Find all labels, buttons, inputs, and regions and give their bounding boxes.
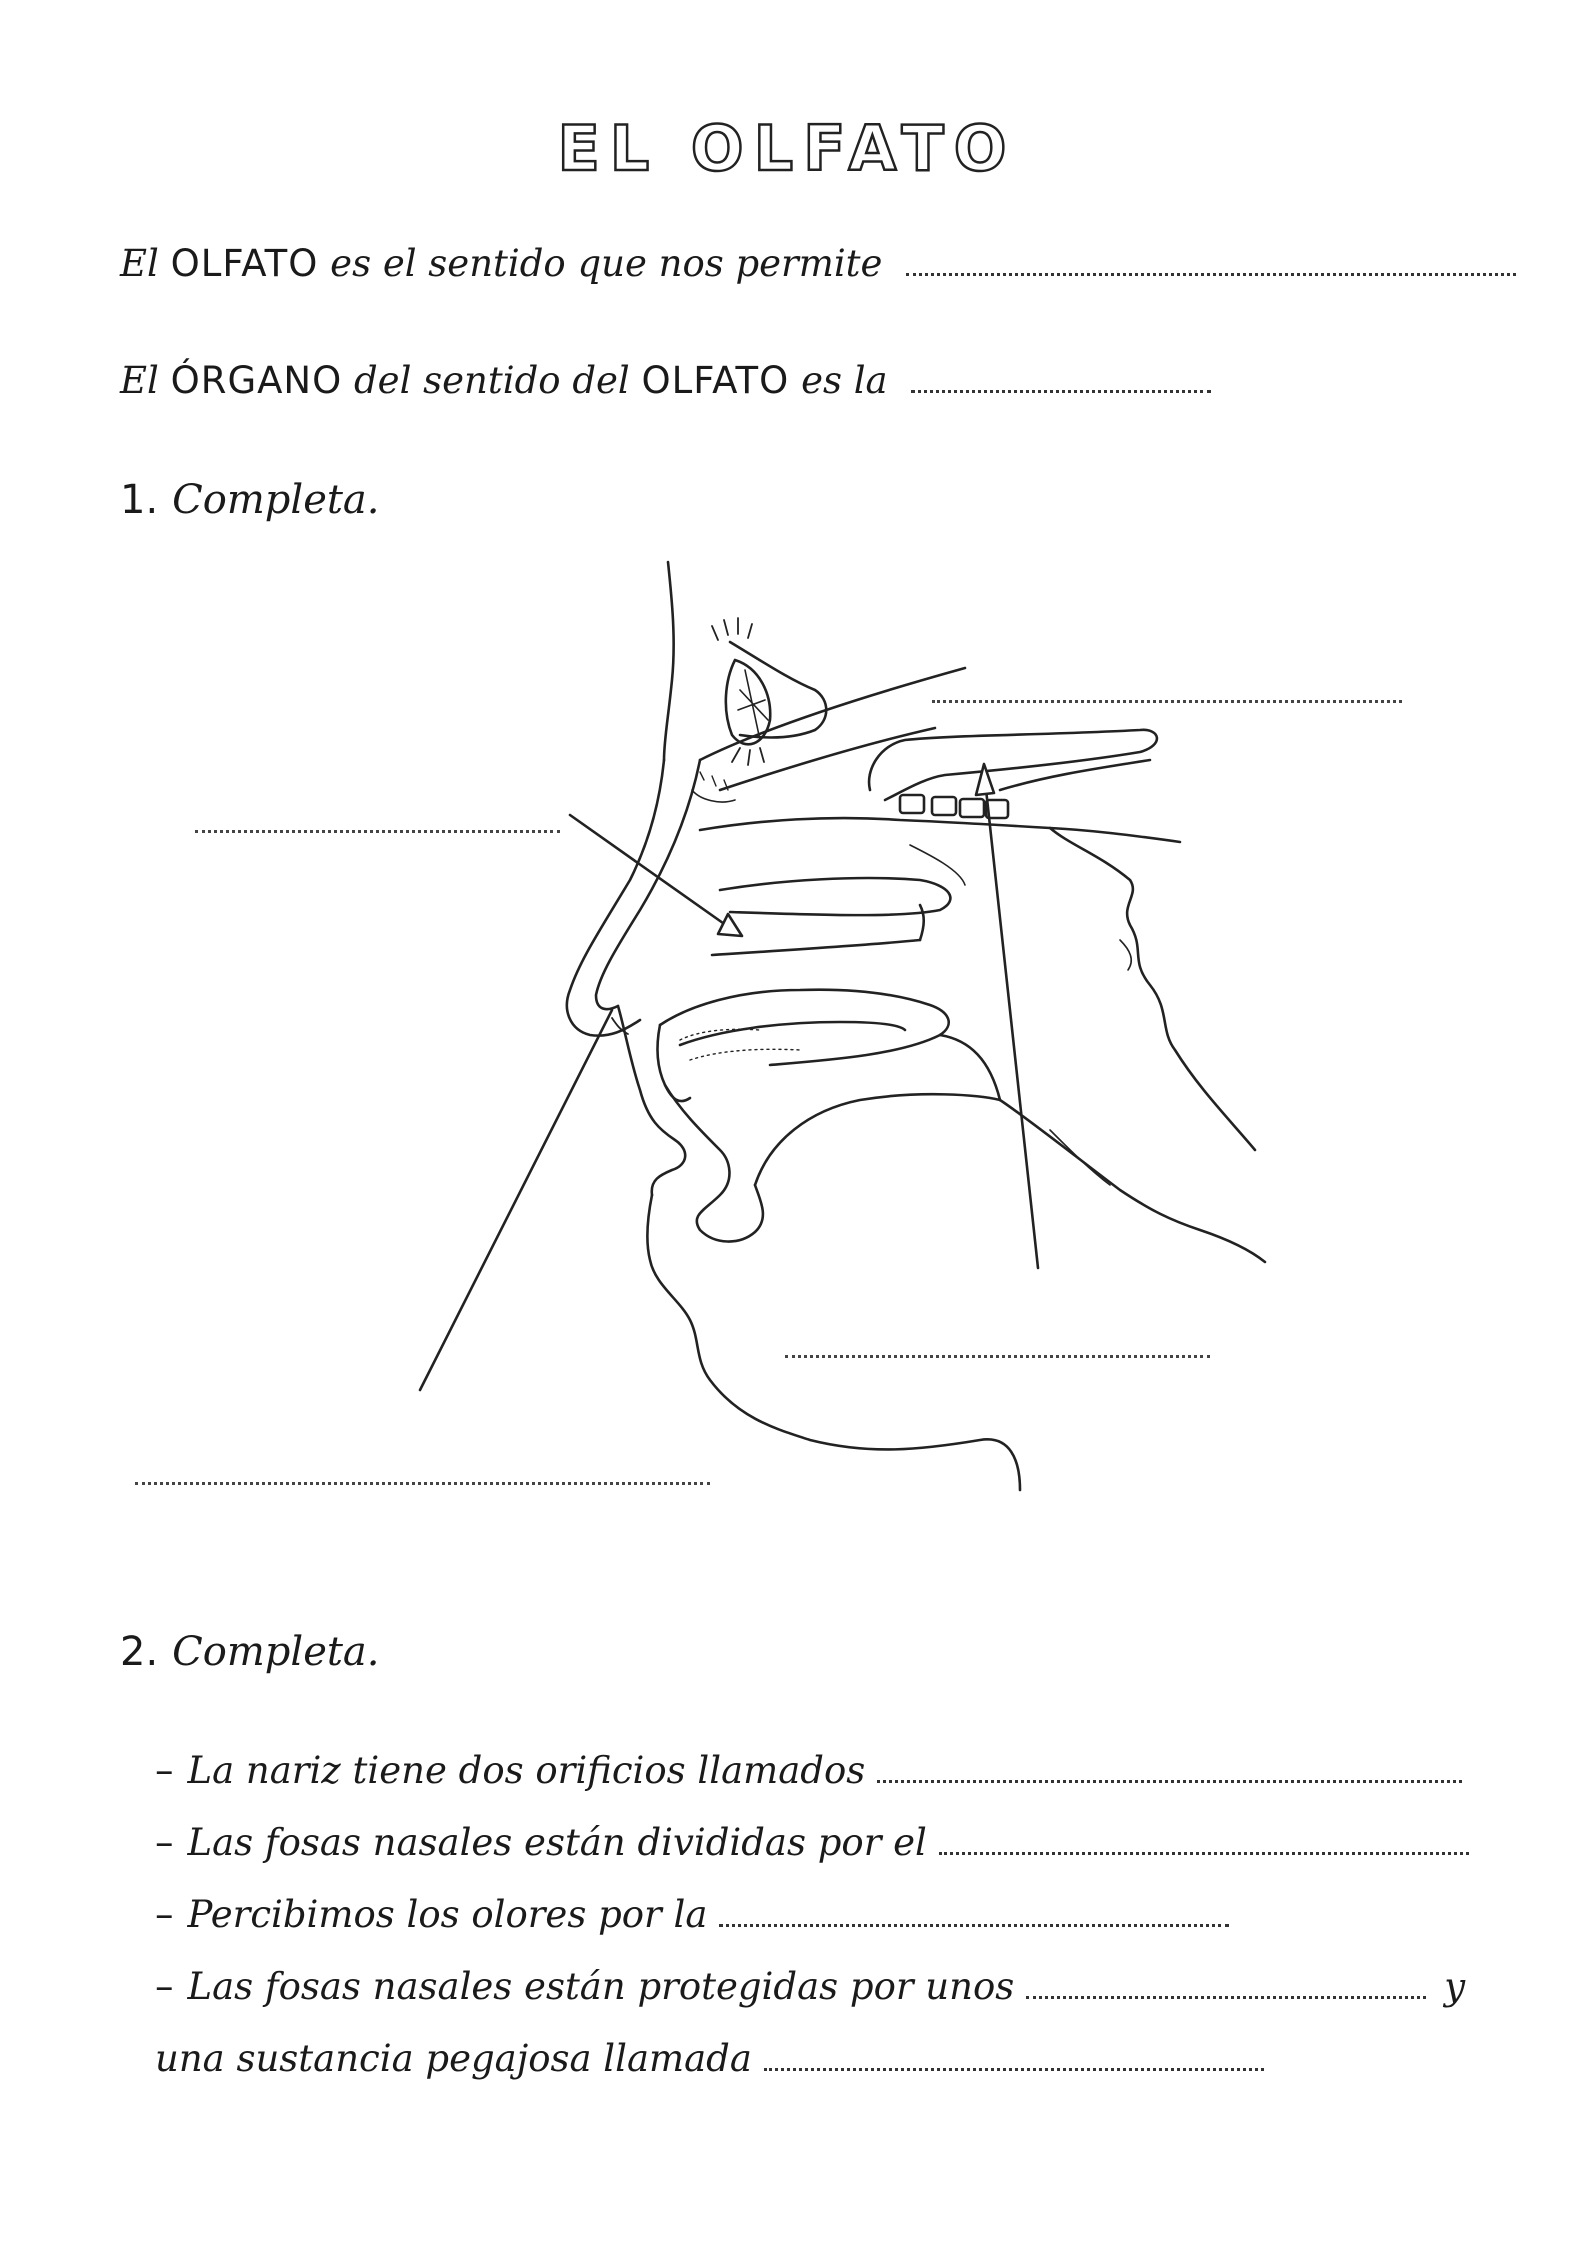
intro-line-2-keyword2: OLFATO	[641, 359, 790, 402]
exercise-1-heading	[120, 477, 380, 523]
exercise-1-number: 1.	[120, 477, 159, 523]
item-4-bullet: –	[155, 1965, 174, 2008]
item-3-bullet: –	[155, 1893, 174, 1936]
intro-line-1	[120, 242, 1516, 285]
chin-outline	[647, 1195, 1020, 1490]
answer-blank-senses[interactable]	[906, 271, 1516, 276]
intro-line-1-text: es el sentido que nos permite	[330, 242, 883, 285]
olfactory-bulb	[869, 730, 1157, 800]
upper-lip	[618, 1006, 685, 1195]
page-title: EL OLFATO	[557, 112, 1017, 185]
item-4-text: Las fosas nasales están protegidas por unos	[187, 1965, 1015, 2008]
intro-line-2	[120, 359, 1211, 402]
turbinate-upper	[720, 878, 950, 915]
diagram-blank-olfactory[interactable]	[932, 700, 1402, 703]
eye-iris	[726, 660, 770, 744]
exercise-2-item-2	[155, 1821, 1469, 1864]
intro-line-2-text: es la	[801, 359, 888, 402]
answer-blank-organ[interactable]	[911, 388, 1211, 393]
item-4-trailing: y	[1444, 1965, 1466, 2008]
intro-line-1-keyword: OLFATO	[170, 242, 319, 285]
exercise-2-item-3	[155, 1893, 1229, 1936]
exercise-2-item-4	[155, 1965, 1466, 2008]
hard-palate	[660, 990, 949, 1065]
exercise-2-label: Completa.	[172, 1629, 380, 1675]
exercise-2-item-1	[155, 1749, 1462, 1792]
item-1-text: La nariz tiene dos orificios llamados	[187, 1749, 866, 1792]
item-3-text: Percibimos los olores por la	[187, 1893, 708, 1936]
intro-line-2-keyword: ÓRGANO	[170, 359, 343, 402]
answer-blank-mucus[interactable]	[764, 2066, 1264, 2071]
item-4-continuation-text: una sustancia pegajosa llamada	[155, 2037, 752, 2080]
pointer-arrow-olfactory	[985, 780, 1038, 1268]
item-2-bullet: –	[155, 1821, 174, 1864]
eye-outline	[730, 642, 826, 737]
diagram-blank-olfactory-nerve[interactable]	[785, 1355, 1210, 1358]
intro-line-1-prefix: El	[120, 242, 159, 285]
intro-line-2-middle: del sentido del	[354, 359, 630, 402]
answer-blank-pituitary[interactable]	[719, 1922, 1229, 1927]
diagram-blank-nostril[interactable]	[135, 1482, 710, 1485]
diagram-blank-nasal-cavity[interactable]	[195, 830, 560, 833]
answer-blank-hairs[interactable]	[1026, 1994, 1426, 1999]
intro-line-2-prefix: El	[120, 359, 159, 402]
forehead-outline	[664, 562, 674, 760]
exercise-2-number: 2.	[120, 1629, 159, 1675]
pointer-line-nostril	[420, 1010, 612, 1390]
pointer-arrow-nasal-cavity	[570, 815, 730, 928]
exercise-2-heading	[120, 1629, 380, 1675]
answer-blank-septum[interactable]	[939, 1850, 1469, 1855]
exercise-1-label: Completa.	[172, 477, 380, 523]
exercise-2-item-4-continuation	[155, 2037, 1264, 2080]
item-1-bullet: –	[155, 1749, 174, 1792]
answer-blank-nostrils[interactable]	[877, 1778, 1462, 1783]
nose-outer-profile	[567, 760, 664, 1036]
item-2-text: Las fosas nasales están divididas por el	[187, 1821, 927, 1864]
